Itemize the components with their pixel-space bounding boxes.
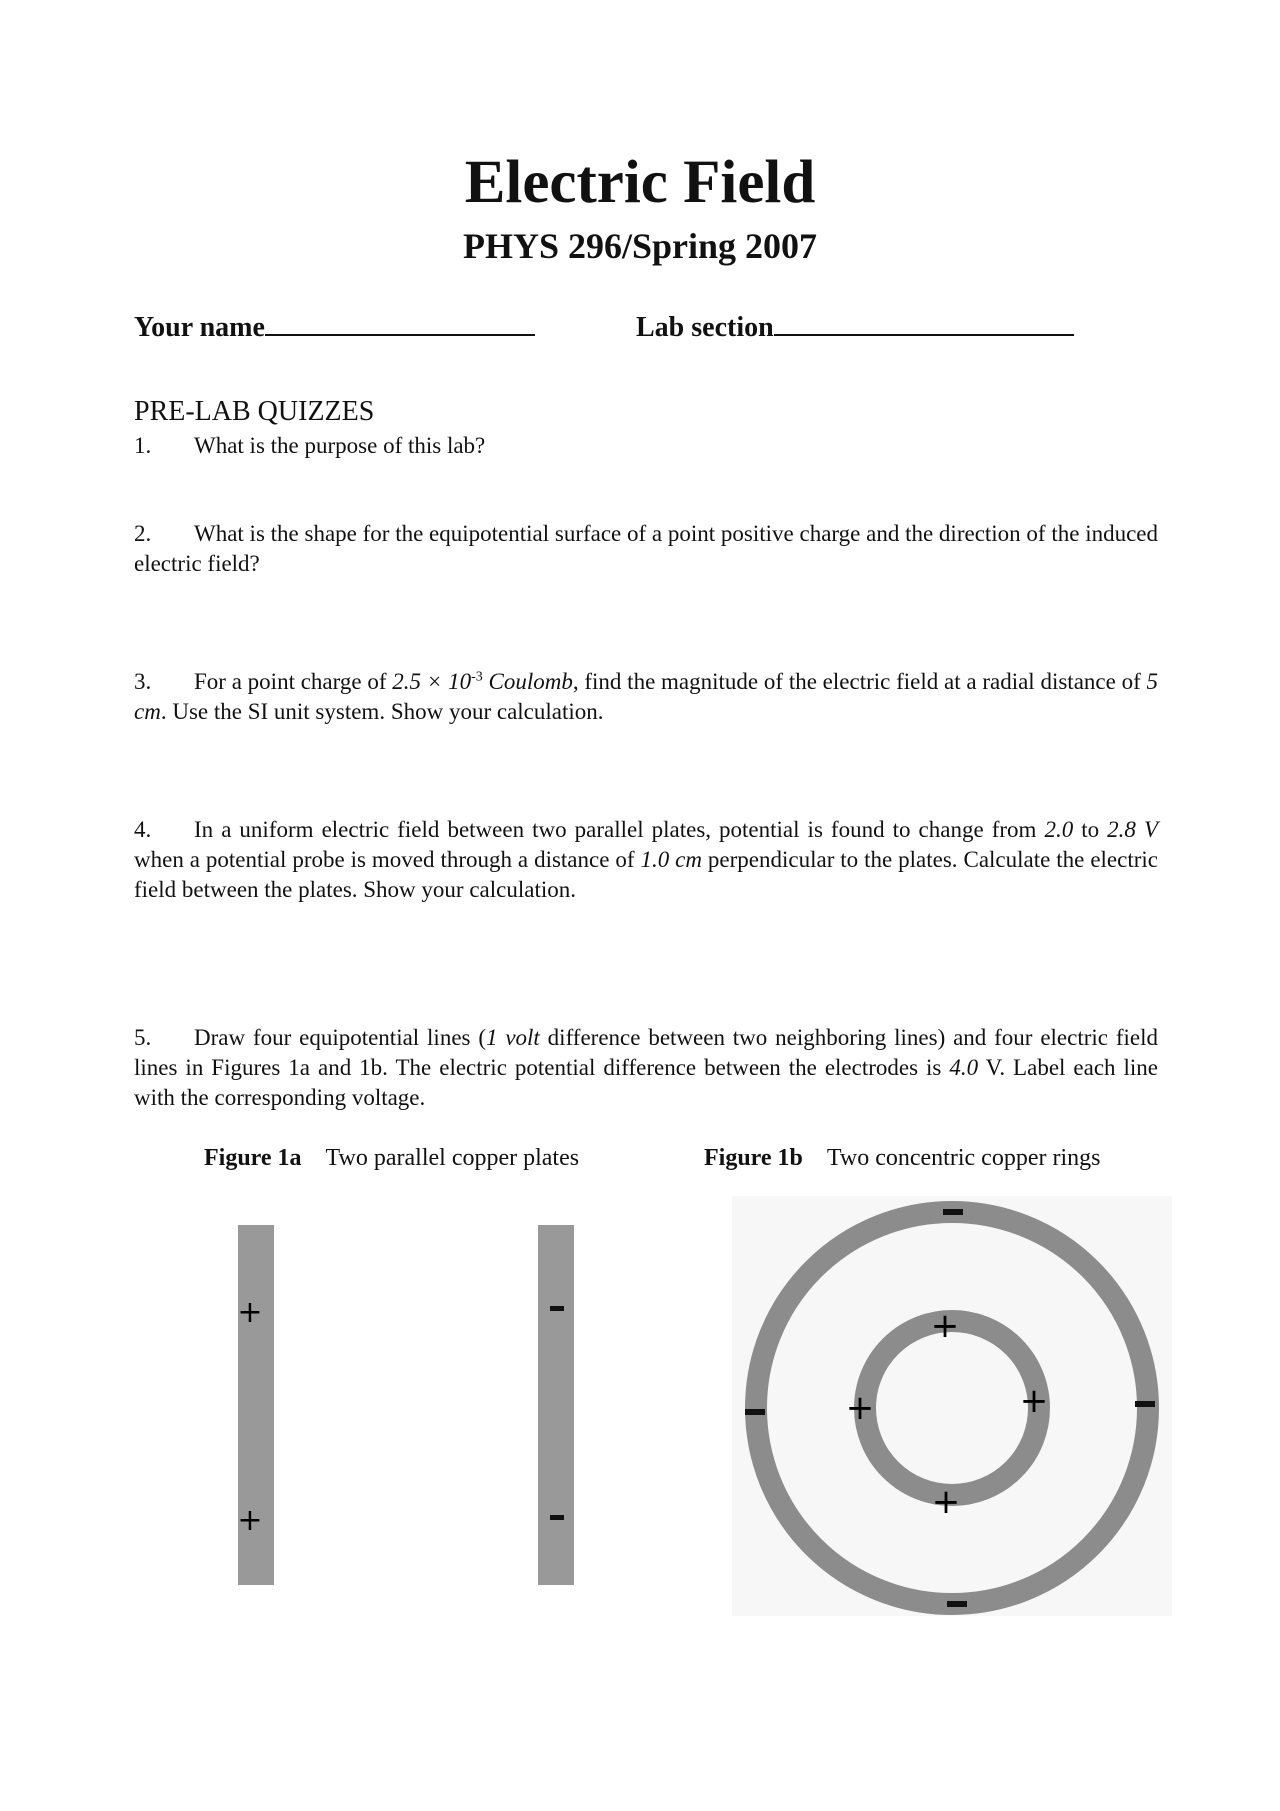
voltage-end: 2.8 V bbox=[1107, 817, 1159, 842]
page-title: Electric Field bbox=[464, 149, 816, 216]
question-4 bbox=[134, 815, 1158, 905]
figure-1a-label: Figure 1a bbox=[204, 1145, 302, 1171]
figure-background bbox=[732, 1196, 1172, 1616]
question-text: For a point charge of bbox=[194, 669, 393, 694]
question-text: V. Label each line with the corresponding voltage. bbox=[134, 1055, 1159, 1110]
question-number: 5. bbox=[134, 1025, 152, 1050]
question-5 bbox=[134, 1023, 1158, 1113]
question-number: 4. bbox=[134, 817, 152, 842]
minus-sign bbox=[550, 1306, 564, 1311]
figure-1a bbox=[200, 1210, 600, 1610]
question-3 bbox=[134, 667, 1158, 727]
question-text: What is the purpose of this lab? bbox=[194, 433, 486, 458]
minus-sign bbox=[1135, 1401, 1155, 1407]
distance-value: 1.0 cm bbox=[640, 847, 702, 872]
name-blank[interactable] bbox=[265, 312, 535, 336]
question-number: 2. bbox=[134, 521, 152, 546]
minus-sign bbox=[745, 1409, 765, 1415]
plus-sign: + bbox=[931, 1482, 961, 1522]
lab-section-label: Lab section bbox=[636, 312, 774, 343]
figure-1b-caption bbox=[704, 1146, 1100, 1170]
voltage-start: 2.0 bbox=[1044, 817, 1074, 842]
question-text: In a uniform electric field between two parallel plates, potential is found to change from bbox=[194, 817, 1045, 842]
plus-sign: + bbox=[930, 1306, 960, 1346]
volt-value: 1 volt bbox=[485, 1025, 540, 1050]
question-text: Draw four equipotential lines ( bbox=[194, 1025, 486, 1050]
plus-sign: + bbox=[237, 1295, 263, 1330]
question-text: when a potential probe is moved through a distance of bbox=[134, 847, 641, 872]
lab-section-blank[interactable] bbox=[774, 312, 1074, 336]
question-text: . Use the SI unit system. Show your calculation. bbox=[160, 699, 604, 724]
lab-section-field[interactable] bbox=[636, 312, 1074, 342]
figure-1b-label: Figure 1b bbox=[704, 1145, 803, 1171]
right-plate bbox=[538, 1225, 574, 1585]
question-1 bbox=[134, 431, 1158, 461]
distance-value: 5 cm bbox=[134, 669, 1158, 724]
question-text: difference between two neighboring lines) and four electric field lines in Figures 1a and 1b. The electric potential difference between the electrodes is bbox=[134, 1025, 1158, 1080]
minus-sign bbox=[943, 1209, 963, 1215]
question-number: 3. bbox=[134, 669, 152, 694]
plus-sign: + bbox=[845, 1388, 875, 1428]
section-heading: PRE-LAB QUIZZES bbox=[134, 396, 375, 427]
plus-sign: + bbox=[237, 1503, 263, 1538]
minus-sign bbox=[947, 1601, 967, 1607]
question-2 bbox=[134, 519, 1158, 579]
charge-unit: Coulomb bbox=[482, 669, 573, 694]
potential-difference: 4.0 bbox=[949, 1055, 979, 1080]
question-text: perpendicular to the plates. Calculate the electric field between the plates. Show your calculation. bbox=[134, 847, 1158, 902]
name-field[interactable] bbox=[134, 312, 535, 342]
course-subtitle: PHYS 296/Spring 2007 bbox=[462, 226, 818, 266]
plus-sign: + bbox=[1019, 1381, 1049, 1421]
figure-1a-title: Two parallel copper plates bbox=[325, 1145, 580, 1171]
charge-exponent: -3 bbox=[471, 669, 483, 685]
figure-1a-caption bbox=[204, 1146, 579, 1170]
figure-1b bbox=[732, 1196, 1172, 1616]
question-text: What is the shape for the equipotential surface of a point positive charge and the direction of the induced electric field? bbox=[134, 521, 1158, 576]
figure-1b-title: Two concentric copper rings bbox=[826, 1145, 1101, 1171]
minus-sign bbox=[550, 1515, 564, 1520]
charge-value: 2.5 × 10 bbox=[392, 669, 472, 694]
question-text: , find the magnitude of the electric field at a radial distance of bbox=[572, 669, 1147, 694]
question-text: to bbox=[1073, 817, 1108, 842]
name-label: Your name bbox=[134, 312, 265, 343]
question-number: 1. bbox=[134, 433, 152, 458]
